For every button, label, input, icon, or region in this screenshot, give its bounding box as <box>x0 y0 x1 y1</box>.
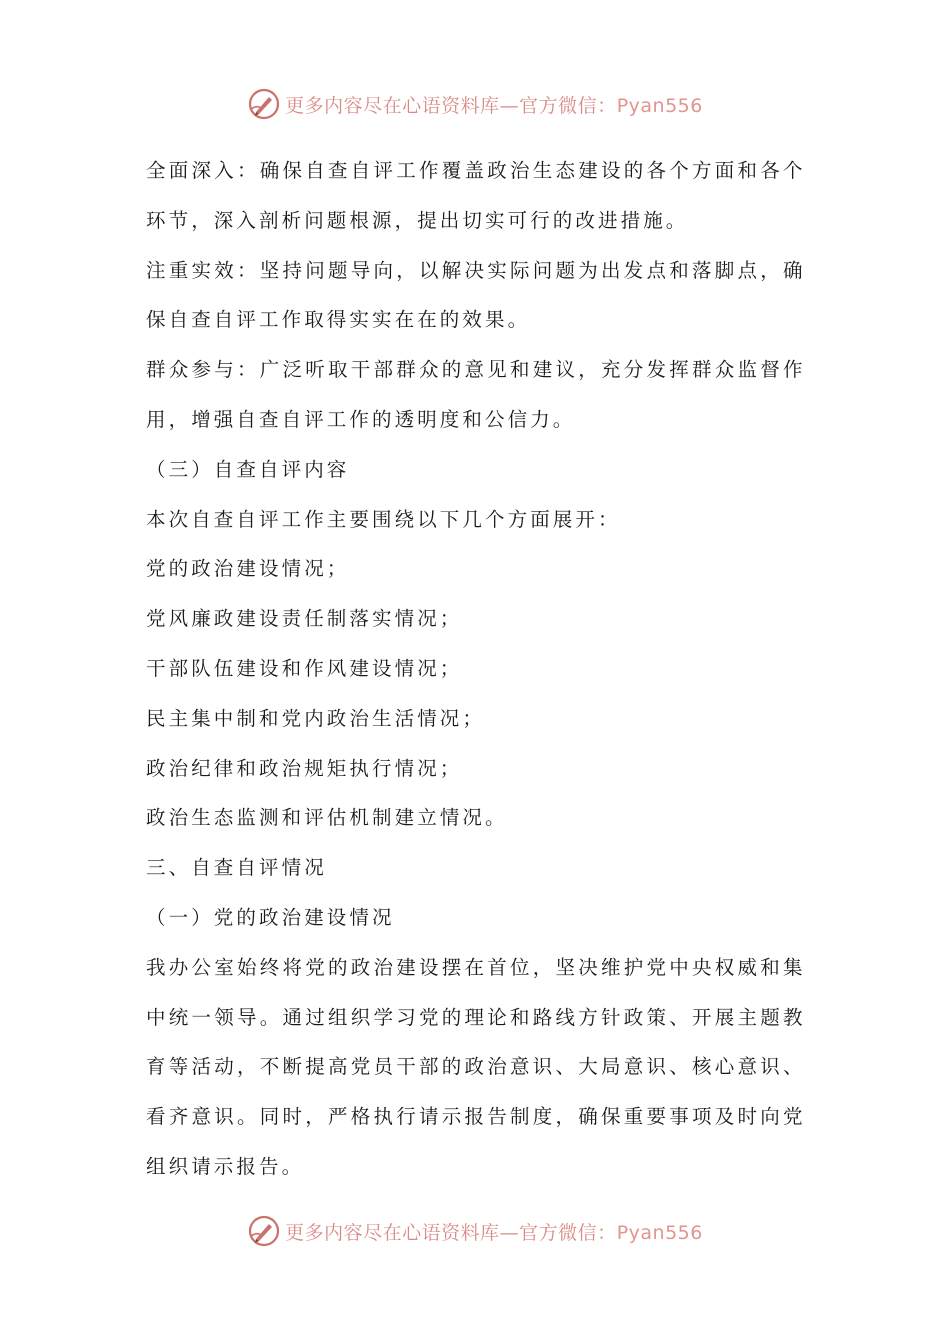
watermark-group <box>247 1214 703 1248</box>
text-line: 环节，深入剖析问题根源，提出切实可行的改进措施。 <box>146 208 689 232</box>
pen-logo-icon <box>247 87 281 121</box>
text-line: 群众参与：广泛听取干部群众的意见和建议，充分发挥群众监督作 <box>146 358 806 382</box>
list-item: 党风廉政建设责任制落实情况； <box>146 607 463 631</box>
text-line: 中统一领导。通过组织学习党的理论和路线方针政策、开展主题教 <box>146 1005 806 1029</box>
text-line: 组织请示报告。 <box>146 1154 305 1178</box>
watermark-text <box>285 1218 703 1245</box>
watermark-official: 官方微信： <box>519 94 617 117</box>
text-line: 全面深入：确保自查自评工作覆盖政治生态建设的各个方面和各个 <box>146 159 806 182</box>
text-line: 看齐意识。同时，严格执行请示报告制度，确保重要事项及时向党 <box>146 1105 806 1129</box>
text-line: 育等活动，不断提高党员干部的政治意识、大局意识、核心意识、 <box>146 1055 806 1079</box>
watermark-dash: — <box>499 1221 520 1244</box>
text-line: 用，增强自查自评工作的透明度和公信力。 <box>146 407 576 431</box>
header-watermark <box>0 84 950 124</box>
pen-logo-icon <box>247 1214 281 1248</box>
list-item: 党的政治建设情况； <box>146 557 350 581</box>
list-item: 干部队伍建设和作风建设情况； <box>146 656 463 680</box>
section-heading: （三）自查自评内容 <box>146 457 350 481</box>
list-item: 政治纪律和政治规矩执行情况； <box>146 756 463 780</box>
watermark-brand: 更多内容尽在心语资料库 <box>285 1221 500 1244</box>
chapter-heading: 三、自查自评情况 <box>146 856 327 880</box>
watermark-text <box>285 91 703 118</box>
document-body <box>146 146 806 1192</box>
text-line: 本次自查自评工作主要围绕以下几个方面展开： <box>146 507 621 531</box>
watermark-brand: 更多内容尽在心语资料库 <box>285 94 500 117</box>
section-heading: （一）党的政治建设情况 <box>146 905 395 929</box>
text-line: 保自查自评工作取得实实在在的效果。 <box>146 308 531 332</box>
list-item: 民主集中制和党内政治生活情况； <box>146 706 486 730</box>
watermark-wechat-id: Pyan556 <box>616 94 703 117</box>
footer-watermark <box>0 1211 950 1251</box>
text-line: 注重实效：坚持问题导向，以解决实际问题为出发点和落脚点，确 <box>146 258 806 282</box>
list-item: 政治生态监测和评估机制建立情况。 <box>146 806 508 830</box>
watermark-wechat-id: Pyan556 <box>616 1221 703 1244</box>
watermark-dash: — <box>499 94 520 117</box>
text-line: 我办公室始终将党的政治建设摆在首位，坚决维护党中央权威和集 <box>146 955 806 979</box>
watermark-group <box>247 87 703 121</box>
watermark-official: 官方微信： <box>519 1221 617 1244</box>
